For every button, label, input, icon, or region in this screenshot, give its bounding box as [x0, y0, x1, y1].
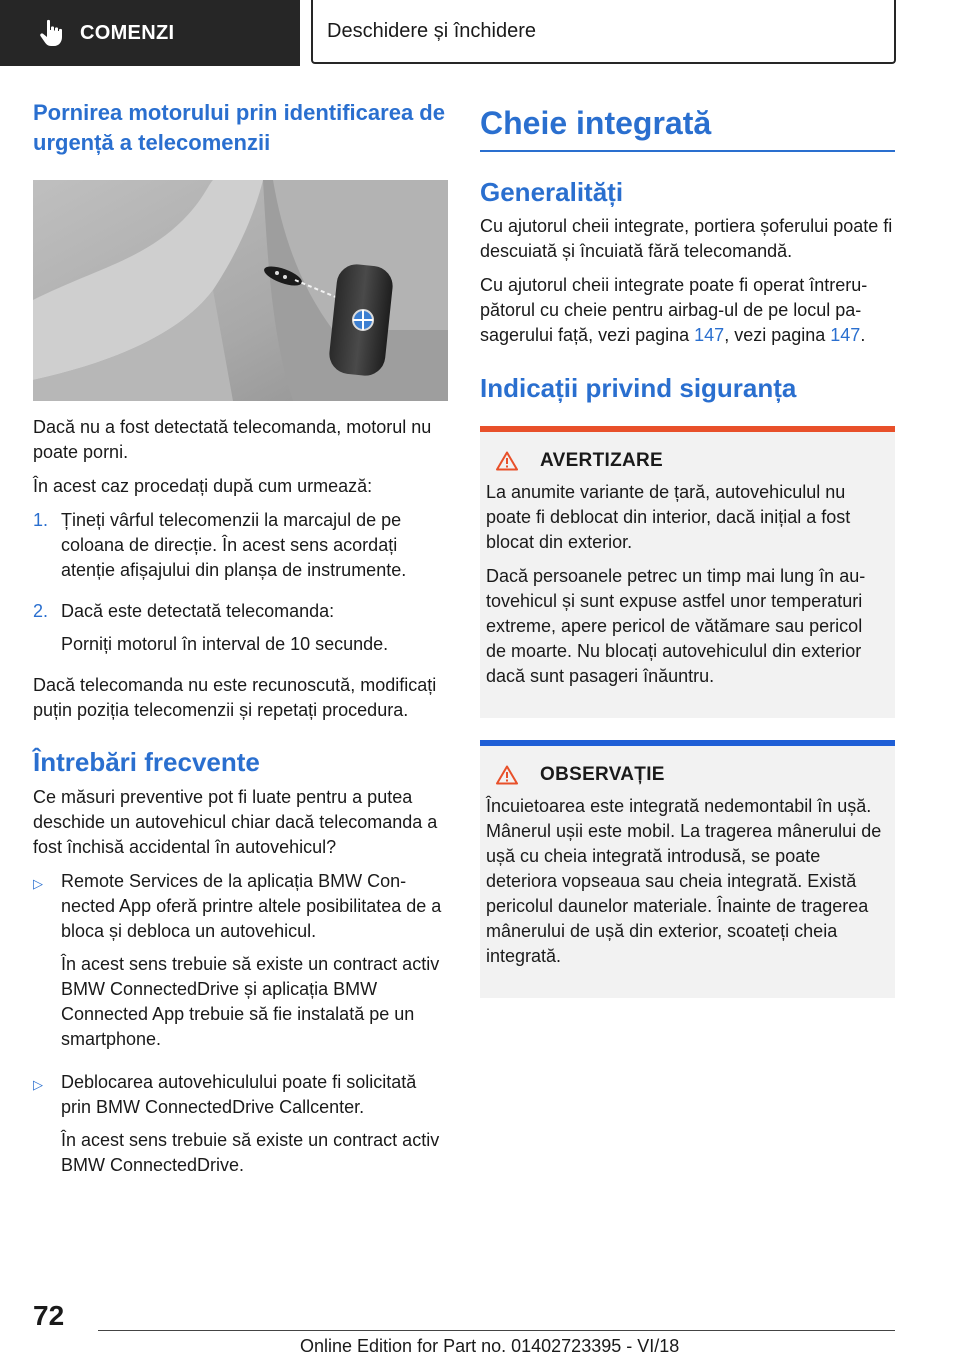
warning-paragraph-1: La anumite variante de țară, autovehiculul nu poate fi deblocat din interior, dacă inițial a fost blocat din exterior. [486, 482, 851, 552]
general-text: , vezi pagina [724, 325, 831, 345]
general-title: Generalități [480, 177, 624, 207]
bullet-text: Deblocarea autovehiculului poate fi solicitată prin BMW ConnectedDrive Callcenter. [61, 1072, 417, 1117]
section-tab-label: Deschidere și închidere [327, 19, 536, 42]
paragraph-not-recognized: Dacă telecomanda nu este recunoscută, modificați puțin poziția telecomenzii și repetați procedura. [33, 675, 437, 720]
page-link-147[interactable]: 147 [694, 325, 725, 345]
paragraph-procedure: În acest caz procedați după cum urmează: [33, 476, 373, 496]
chapter-tab[interactable] [0, 0, 300, 66]
warning-title: AVERTIZARE [540, 450, 663, 471]
step-list [33, 508, 448, 665]
step-item [33, 508, 448, 591]
warning-triangle-icon [496, 765, 518, 785]
general-text: Cu ajutorul cheii integrate poate fi operat întrerupătorul cu cheie pentru airbag-ul de pe locul pasagerului față, vezi pagina [480, 275, 868, 345]
list-item [33, 869, 448, 1060]
section-tab[interactable] [311, 0, 896, 64]
observation-title: OBSERVAȚIE [540, 764, 665, 785]
triangle-bullet-icon: ▷ [33, 876, 43, 891]
observation-box [480, 740, 895, 998]
warning-box [480, 426, 895, 718]
steering-column-key-photo [33, 180, 448, 401]
hand-pointer-icon [36, 18, 66, 48]
paragraph-not-detected: Dacă nu a fost detectată telecomanda, motorul nu poate porni. [33, 417, 432, 462]
step-number: 2. [33, 601, 49, 621]
step-item [33, 599, 448, 665]
emergency-start-title: Pornirea motorului prin identificarea de urgență a telecomenzii [33, 100, 445, 155]
faq-answer-list [33, 869, 448, 1186]
step-number: 1. [33, 510, 49, 530]
general-paragraph-1: Cu ajutorul cheii integrate, portiera șoferului poate fi descuiată și încuiată fără telecomandă. [480, 216, 893, 261]
integrated-key-title: Cheie integrată [480, 102, 895, 152]
step-text: Țineți vârful telecomenzii la marcajul de pe coloana de direcție. În acest sens acordați atenție afișajului din planșa de instrumente. [61, 510, 407, 580]
safety-title: Indicații privind siguranța [480, 373, 797, 403]
footer-edition: Online Edition for Part no. 01402723395 - VI/18 [300, 1336, 680, 1356]
footer-divider [98, 1330, 895, 1331]
list-item [33, 1070, 448, 1186]
page-link-147[interactable]: 147 [830, 325, 861, 345]
chapter-tab-label: COMENZI [80, 21, 175, 44]
right-column [480, 98, 895, 998]
observation-paragraph: Încuietoarea este integrată nedemontabil în ușă. Mânerul ușii este mobil. La tragerea mânerului de ușă cu cheia integrată introdusă, se poate deteriora vopseaua sau cheia integrată. Există pericolul daunelor materiale. Înainte de tragerea mânerului de ușă din exterior, scoateți cheia integrată. [486, 796, 882, 966]
bullet-extra-text: În acest sens trebuie să existe un contract activ BMW ConnectedDrive. [61, 1130, 440, 1175]
warning-triangle-icon [496, 451, 518, 471]
step-extra-text: Porniți motorul în interval de 10 secunde. [61, 634, 389, 654]
left-column [33, 98, 448, 1196]
triangle-bullet-icon: ▷ [33, 1077, 43, 1092]
general-paragraph-2 [480, 273, 895, 348]
warning-paragraph-2: Dacă persoanele petrec un timp mai lung în autovehicul și sunt expuse astfel unor temperaturi extreme, apere pericol de vătămare sau pericol de moarte. Nu blocați autovehiculul din exterior dacă sunt pasageri înăuntru. [486, 566, 866, 686]
bullet-extra-text: În acest sens trebuie să existe un contract activ BMW ConnectedDrive și aplicația BMW Connected App trebuie să fie instalată pe un smartphone. [61, 954, 440, 1049]
bullet-text: Remote Services de la aplicația BMW Connected App oferă printre altele posibilitatea de a bloca și debloca un autovehicul. [61, 871, 442, 941]
faq-title: Întrebări frecvente [33, 747, 260, 777]
faq-question: Ce măsuri preventive pot fi luate pentru a putea deschide un autovehicul chiar dacă telecomanda a fost închisă accidental în autovehicul? [33, 787, 438, 857]
page-number: 72 [33, 1300, 65, 1331]
general-text: . [860, 325, 866, 345]
step-text: Dacă este detectată telecomanda: [61, 601, 335, 621]
page-header [0, 0, 960, 66]
